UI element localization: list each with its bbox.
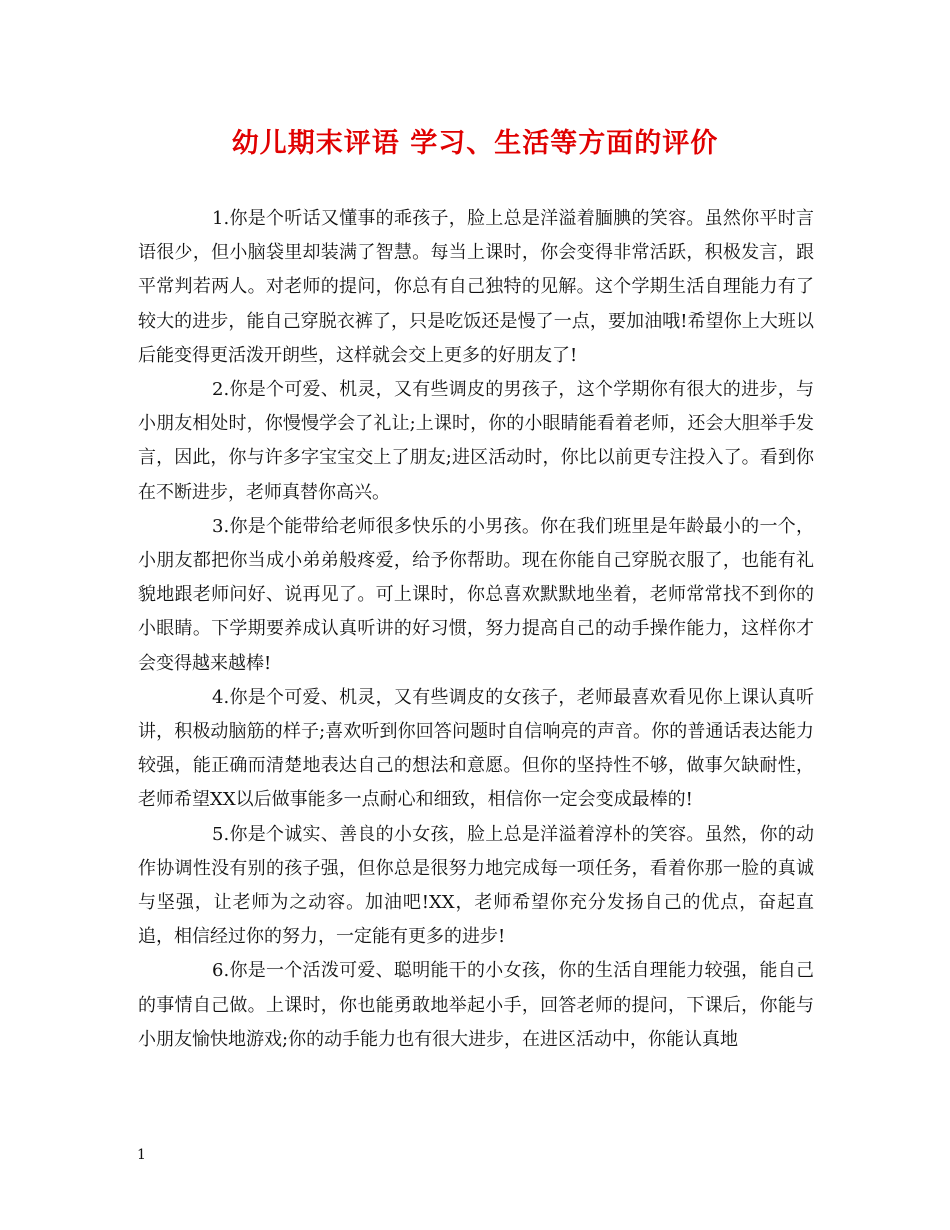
comment-paragraph-4: 4.你是个可爱、机灵，又有些调皮的女孩子，老师最喜欢看见你上课认真听讲，积极动脑筋的样子;喜欢听到你回答问题时自信响亮的声音。你的普通话表达能力较强，能正确而清楚地表达自己的想法和意愿。但你的坚持性不够，做事欠缺耐性，老师希望XX以后做事能多一点耐心和细致，相信你一定会变成最棒的! — [138, 686, 814, 811]
comment-paragraph-1: 1.你是个听话又懂事的乖孩子，脸上总是洋溢着腼腆的笑容。虽然你平时言语很少，但小脑袋里却装满了智慧。每当上课时，你会变得非常活跃，积极发言，跟平常判若两人。对老师的提问，你总有自己独特的见解。这个学期生活自理能力有了较大的进步，能自己穿脱衣裤了，只是吃饭还是慢了一点，要加油哦!希望你上大班以后能变得更活泼开朗些，这样就会交上更多的好朋友了! — [138, 208, 814, 366]
comment-paragraph-5: 5.你是个诚实、善良的小女孩，脸上总是洋溢着淳朴的笑容。虽然，你的动作协调性没有别的孩子强，但你总是很努力地完成每一项任务，看着你那一脸的真诚与坚强，让老师为之动容。加油吧!XX，老师希望你充分发扬自己的优点，奋起直追，相信经过你的努力，一定能有更多的进步! — [138, 823, 814, 948]
comment-paragraph-2: 2.你是个可爱、机灵，又有些调皮的男孩子，这个学期你有很大的进步，与小朋友相处时，你慢慢学会了礼让;上课时，你的小眼睛能看着老师，还会大胆举手发言，因此，你与许多字宝宝交上了朋友;进区活动时，你比以前更专注投入了。看到你在不断进步，老师真替你高兴。 — [138, 379, 814, 503]
page-number: 1 — [137, 1147, 146, 1163]
document-title: 幼儿期末评语 学习、生活等方面的评价 — [231, 128, 719, 159]
comment-paragraph-6: 6.你是一个活泼可爱、聪明能干的小女孩，你的生活自理能力较强，能自己的事情自己做。上课时，你也能勇敢地举起小手，回答老师的提问，下课后，你能与小朋友愉快地游戏;你的动手能力也有很大进步，在进区活动中，你能认真地 — [138, 960, 814, 1050]
document-body — [138, 202, 814, 1057]
comment-paragraph-3: 3.你是个能带给老师很多快乐的小男孩。你在我们班里是年龄最小的一个，小朋友都把你当成小弟弟般疼爱，给予你帮助。现在你能自己穿脱衣服了，也能有礼貌地跟老师问好、说再见了。可上课时，你总喜欢默默地坐着，老师常常找不到你的小眼睛。下学期要养成认真听讲的好习惯，努力提高自己的动手操作能力，这样你才会变得越来越棒! — [138, 515, 814, 674]
